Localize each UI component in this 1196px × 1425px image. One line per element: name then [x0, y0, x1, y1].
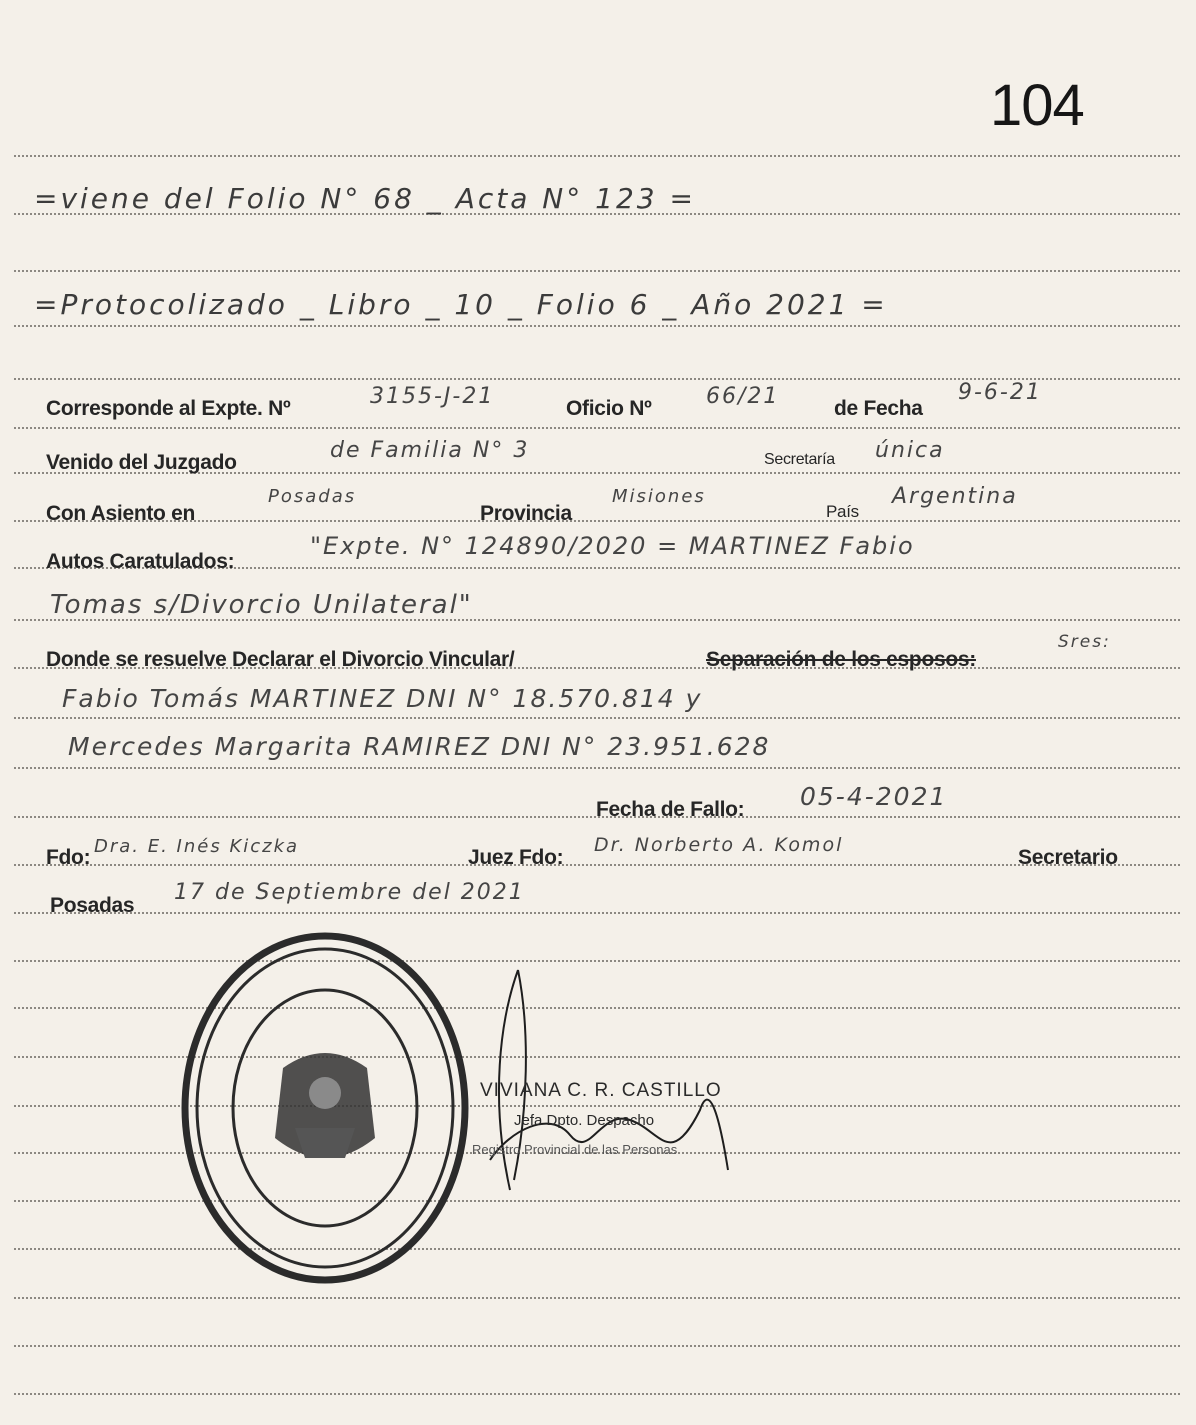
official-stamp [175, 928, 475, 1288]
resuelve-label: Donde se resuelve Declarar el Divorcio Vincular/ [46, 648, 515, 671]
provincia-label: Provincia [480, 502, 572, 525]
asiento-label: Con Asiento en [46, 502, 196, 525]
expte-label: Corresponde al Expte. Nº [46, 397, 291, 420]
fecha-label: de Fecha [834, 397, 923, 420]
pais-value: Argentina [892, 484, 1018, 509]
ruled-line [14, 155, 1180, 157]
pais-label: País [826, 502, 859, 521]
ruled-line [14, 1297, 1180, 1299]
oficio-label: Oficio Nº [566, 397, 652, 420]
ruled-line [14, 427, 1180, 429]
juez-label: Juez Fdo: [468, 846, 564, 869]
ruled-line [14, 864, 1180, 866]
secretario-name: Dr. Norberto A. Komol [594, 834, 844, 856]
juzgado-value: de Familia N° 3 [330, 438, 530, 463]
secretario-label: Secretario [1018, 846, 1118, 869]
fdo-label: Fdo: [46, 846, 91, 869]
handwritten-protocol-line: =Protocolizado _ Libro _ 10 _ Folio 6 _ Año 2021 = [34, 288, 888, 321]
resuelve-struck-text: Separación de los esposos: [706, 648, 976, 671]
ruled-line [14, 717, 1180, 719]
autos-label: Autos Caratulados: [46, 550, 235, 573]
stamp-seal-icon [175, 928, 475, 1288]
page-number: 104 [990, 73, 1084, 138]
handwritten-folio-line: =viene del Folio N° 68 _ Acta N° 123 = [34, 182, 696, 215]
oficio-value: 66/21 [706, 384, 780, 409]
party-1: Fabio Tomás MARTINEZ DNI N° 18.570.814 y [62, 684, 703, 713]
autos-value-1: "Expte. N° 124890/2020 = MARTINEZ Fabio [310, 532, 915, 560]
signatory-title: Jefa Dpto. Despacho [514, 1112, 655, 1129]
ruled-line [14, 325, 1180, 327]
fecha-value: 9-6-21 [958, 380, 1042, 405]
fallo-value: 05-4-2021 [800, 782, 948, 811]
posadas-label: Posadas [50, 894, 135, 917]
provincia-value: Misiones [612, 486, 706, 507]
party-2: Mercedes Margarita RAMIREZ DNI N° 23.951.628 [68, 732, 771, 761]
expte-value: 3155-J-21 [370, 384, 495, 409]
asiento-value: Posadas [268, 486, 357, 507]
judge-name: Dra. E. Inés Kiczka [94, 836, 300, 857]
secretaria-value: única [875, 438, 945, 463]
secretaria-label: Secretaría [764, 451, 835, 468]
ruled-line [14, 1393, 1180, 1395]
resuelve-value: Sres: [1058, 632, 1111, 652]
ruled-line [14, 270, 1180, 272]
posadas-date: 17 de Septiembre del 2021 [174, 880, 525, 905]
ruled-line [14, 1345, 1180, 1347]
ruled-line [14, 767, 1180, 769]
signatory-name: VIVIANA C. R. CASTILLO [480, 1080, 722, 1101]
signatory-office: Registro Provincial de las Personas [472, 1142, 678, 1157]
juzgado-label: Venido del Juzgado [46, 451, 237, 474]
ruled-line [14, 912, 1180, 914]
autos-value-2: Tomas s/Divorcio Unilateral" [50, 590, 473, 620]
fallo-label: Fecha de Fallo: [596, 798, 745, 821]
